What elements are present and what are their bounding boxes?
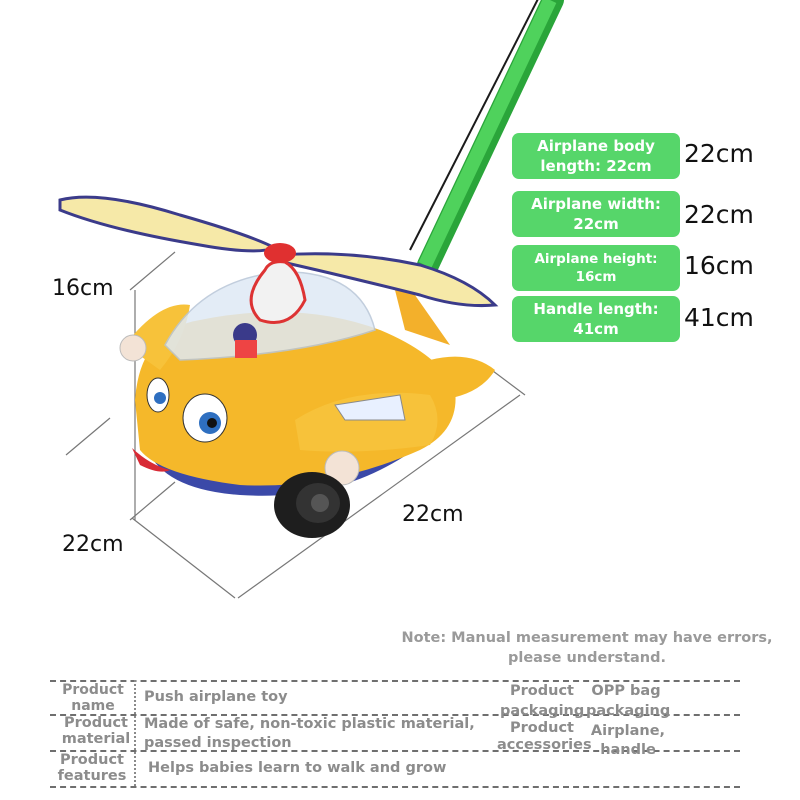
value-line: packaging <box>586 703 671 719</box>
table-divider <box>50 786 740 788</box>
value-line: Made of safe, non-toxic plastic material, <box>144 716 475 732</box>
product-packaging-value <box>586 681 671 721</box>
spec-handle-length-value: 41cm <box>684 303 754 332</box>
value-line: handle <box>600 742 656 758</box>
label-line: packaging <box>500 703 585 719</box>
spec-label-line: 41cm <box>573 320 619 338</box>
spec-label-line: length: 22cm <box>540 157 652 175</box>
note-line: Note: Manual measurement may have errors, <box>401 630 773 646</box>
product-accessories-value <box>588 722 668 760</box>
spec-body-length-label <box>512 133 680 179</box>
spec-height-value: 16cm <box>684 251 754 280</box>
note-line: please understand. <box>507 650 667 666</box>
spec-label-line: Airplane width: <box>531 195 661 213</box>
value-line: passed inspection <box>144 735 292 751</box>
spec-width-label <box>512 191 680 237</box>
spec-handle-length-label <box>512 296 680 342</box>
spec-width-value: 22cm <box>684 200 754 229</box>
value-line: Airplane, <box>590 723 666 739</box>
spec-label-line: 22cm <box>573 215 619 233</box>
label-line: Product <box>62 682 124 698</box>
product-name-label <box>56 682 130 714</box>
label-line: Product <box>510 683 574 699</box>
product-packaging-label <box>500 681 584 721</box>
product-material-value <box>144 715 475 753</box>
product-features-value: Helps babies learn to walk and grow <box>148 760 447 776</box>
dimension-width-label: 22cm <box>62 532 124 557</box>
product-features-label <box>52 752 132 784</box>
label-line: Product <box>60 752 124 768</box>
product-material-label <box>56 715 136 747</box>
product-name-value: Push airplane toy <box>144 689 288 705</box>
label-line: name <box>71 698 115 714</box>
label-line: accessories <box>497 737 592 753</box>
value-line: OPP bag <box>591 683 661 699</box>
label-line: features <box>57 768 127 784</box>
spec-body-length-value: 22cm <box>684 139 754 168</box>
spec-label-line: Airplane height: <box>534 251 658 267</box>
label-line: Product <box>64 715 128 731</box>
label-line: Product <box>510 720 574 736</box>
dimension-height-label: 16cm <box>52 276 114 301</box>
spec-label-line: Handle length: <box>533 300 659 318</box>
spec-label-line: Airplane body <box>537 137 655 155</box>
measurement-note <box>392 628 782 668</box>
spec-label-line: 16cm <box>575 269 617 285</box>
label-line: material <box>61 731 131 747</box>
dimension-length-label: 22cm <box>402 502 464 527</box>
product-accessories-label <box>497 720 592 754</box>
spec-height-label <box>512 245 680 291</box>
